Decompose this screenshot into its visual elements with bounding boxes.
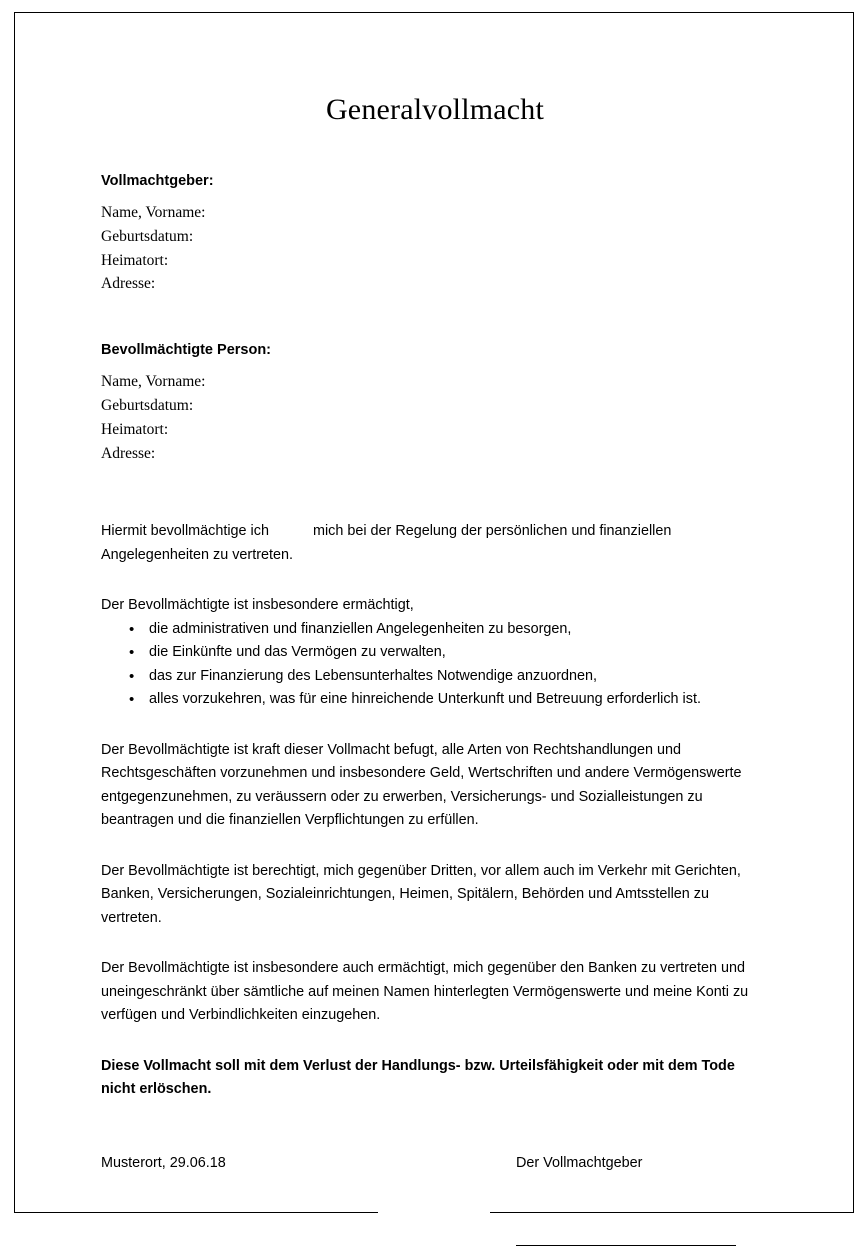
principal-fields xyxy=(101,201,769,296)
powers-list xyxy=(101,618,769,712)
principal-field-hometown: Heimatort: xyxy=(101,251,169,269)
place-and-date: Musterort, 29.06.18 xyxy=(101,1154,226,1171)
attorney-field-birthdate: Geburtsdatum: xyxy=(101,396,194,414)
intro-part-one: Hiermit bevollmächtige ich xyxy=(101,523,269,540)
attorney-block xyxy=(101,342,769,465)
principal-field-name: Name, Vorname: xyxy=(101,204,206,221)
paragraph-representation: Der Bevollmächtigte ist berechtigt, mich gegenüber Dritten, vor allem auch im Verkehr mit Gerichten, Banken, Versicherungen, Sozialeinrichtungen, Heimen, Spitälern, Behörden und Amtsstellen zu vertreten. xyxy=(101,862,741,926)
attorney-heading: Bevollmächtigte Person: xyxy=(101,342,272,359)
attorney-field-address: Adresse: xyxy=(101,444,156,462)
intro-paragraph xyxy=(101,520,769,567)
intro-part-two: mich bei der Regelung der persönlichen und finanziellen Angelegenheiten zu vertreten. xyxy=(101,523,672,563)
attorney-fields xyxy=(101,370,769,465)
list-item: • das zur Finanzierung des Lebensunterhaltes Notwendige anzuordnen, xyxy=(149,665,769,689)
powers-lead-in: Der Bevollmächtigte ist insbesondere ermächtigt, xyxy=(101,597,414,614)
attorney-field-hometown: Heimatort: xyxy=(101,420,169,438)
signature-place-date-column xyxy=(101,1152,516,1176)
signature-signer-column xyxy=(516,1152,769,1246)
list-item: • alles vorzukehren, was für eine hinreichende Unterkunft und Betreuung erforderlich ist. xyxy=(149,688,769,712)
list-item: • die administrativen und finanziellen Angelegenheiten zu besorgen, xyxy=(149,618,769,642)
page-title: Generalvollmacht xyxy=(325,93,545,126)
principal-heading: Vollmachtgeber: xyxy=(101,173,214,189)
signer-label: Der Vollmachtgeber xyxy=(516,1154,643,1171)
paragraph-legal-acts: Der Bevollmächtigte ist kraft dieser Vollmacht befugt, alle Arten von Rechtshandlungen und Rechtsgeschäften vorzunehmen und insbesondere Geld, Wertschriften und andere Vermögenswerte entgegenzunehmen, zu veräussern oder zu erwerben, Versicherungs- und Sozialleistungen zu beantragen und die finanziellen Verpflichtungen zu erfüllen. xyxy=(101,741,742,829)
paragraph-durability-clause: Diese Vollmacht soll mit dem Verlust der Handlungs- bzw. Urteilsfähigkeit oder mit dem Tode nicht erlöschen. xyxy=(101,1057,735,1098)
paragraph-banking: Der Bevollmächtigte ist insbesondere auch ermächtigt, mich gegenüber den Banken zu vertreten und uneingeschränkt über sämtliche auf meinen Namen hinterlegten Vermögenswerte und meine Konti zu verfügen und Verbindlichkeiten einzugehen. xyxy=(101,960,749,1024)
attorney-field-name: Name, Vorname: xyxy=(101,373,206,391)
principal-block xyxy=(101,173,769,296)
principal-field-address: Adresse: xyxy=(101,275,156,293)
signature-area xyxy=(101,1152,769,1246)
document-sheet xyxy=(14,12,854,1213)
page-bottom-notch xyxy=(378,1210,490,1213)
principal-field-birthdate: Geburtsdatum: xyxy=(101,227,194,245)
list-item: • die Einkünfte und das Vermögen zu verwalten, xyxy=(149,641,769,665)
